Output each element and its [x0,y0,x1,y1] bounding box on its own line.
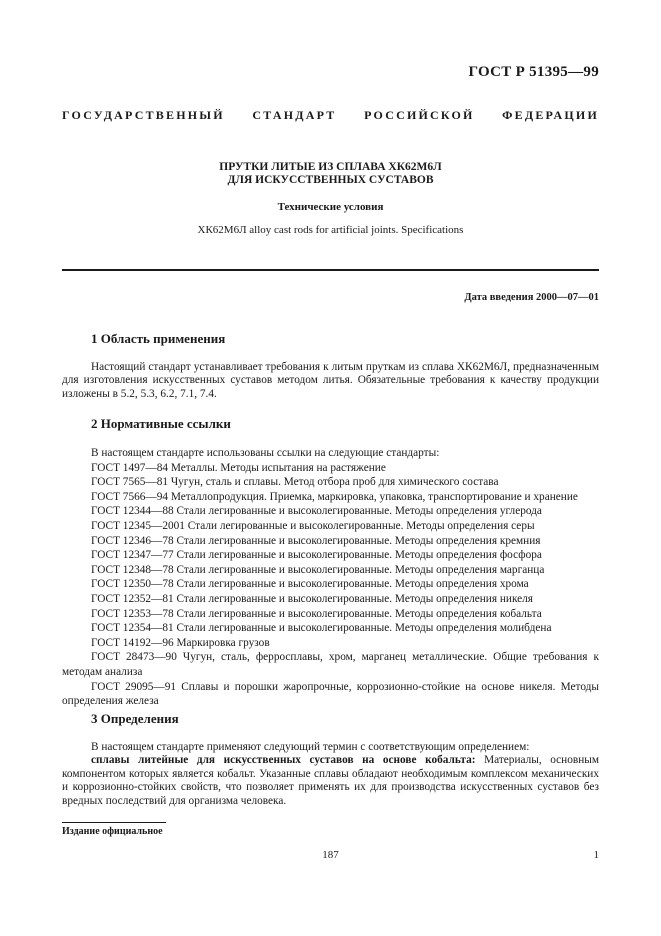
english-title: ХК62М6Л alloy cast rods for artificial joints. Specifications [197,224,464,236]
state-standard-header: ГОСУДАРСТВЕННЫЙ СТАНДАРТ РОССИЙСКОЙ ФЕДЕРАЦИИ [62,108,599,122]
reference-item: ГОСТ 12353—78 Стали легированные и высоколегированные. Методы определения кобальта [91,607,542,620]
introduction-date: Дата введения 2000—07—01 [464,292,599,303]
section-3-heading: 3 Определения [91,711,179,726]
section-1-paragraph: Настоящий стандарт устанавливает требования к литым пруткам из сплава ХК62М6Л, предназначенным для изготовления искусственных суставов методом литья. Обязательные требования к качеству продукции изложены в 5.2, 5.3, 6.2, 7.1, 7.4. [62,361,599,400]
definitions-intro: В настоящем стандарте применяют следующий термин с соответствующим определением: [91,741,530,753]
reference-item: ГОСТ 12348—78 Стали легированные и высоколегированные. Методы определения марганца [91,563,545,576]
reference-item: ГОСТ 7566—94 Металлопродукция. Приемка, маркировка, упаковка, транспортирование и хранение [91,490,578,503]
reference-item: ГОСТ 12354—81 Стали легированные и высоколегированные. Методы определения молибдена [91,622,552,635]
reference-item: ГОСТ 29095—91 Сплавы и порошки жаропрочные, коррозионно-стойкие на основе никеля. Методы определения железа [62,680,599,708]
definition-paragraph [62,754,599,808]
title-line-1: ПРУТКИ ЛИТЫЕ ИЗ СПЛАВА ХК62М6Л [219,161,442,173]
page-number-center: 187 [322,849,339,861]
reference-item: ГОСТ 12346—78 Стали легированные и высоколегированные. Методы определения кремния [91,534,541,547]
reference-item: ГОСТ 12344—88 Стали легированные и высоколегированные. Методы определения углерода [91,505,542,518]
reference-item: ГОСТ 12350—78 Стали легированные и высоколегированные. Методы определения хрома [91,578,529,591]
reference-item: ГОСТ 14192—96 Маркировка грузов [91,636,270,649]
page-number-right: 1 [593,849,599,861]
reference-item: ГОСТ 7565—81 Чугун, сталь и сплавы. Метод отбора проб для химического состава [91,476,499,489]
reference-item: ГОСТ 28473—90 Чугун, сталь, ферросплавы, хром, марганец металлические. Общие требования к методам анализа [62,651,599,678]
document-title [62,161,599,187]
section-1-text [62,361,599,401]
edition-label: Издание официальное [62,826,163,837]
gost-number: ГОСТ Р 51395—99 [468,64,599,80]
reference-item: ГОСТ 12352—81 Стали легированные и высоколегированные. Методы определения никеля [91,592,533,605]
section-3-text [62,741,599,808]
definition-text: Материалы, основным компонентом которых является кобальт. Указанные сплавы обладают необходимым комплексом механических и коррозионно-стойких свойств, что позволяет применять их для производства искусственных суставов без вредных последствий для организма человека. [62,754,599,807]
section-1-heading: 1 Область применения [91,331,226,346]
section-2-heading: 2 Нормативные ссылки [91,416,231,431]
reference-item: ГОСТ 12345—2001 Стали легированные и высоколегированные. Методы определения серы [91,519,535,532]
document-subtitle: Технические условия [277,201,384,213]
title-divider [62,269,599,271]
reference-item: ГОСТ 1497—84 Металлы. Методы испытания на растяжение [91,461,386,474]
reference-item: ГОСТ 12347—77 Стали легированные и высоколегированные. Методы определения фосфора [91,549,542,562]
references-intro: В настоящем стандарте использованы ссылки на следующие стандарты: [91,447,440,459]
defined-term: сплавы литейные для искусственных суставов на основе кобальта: [91,754,476,767]
references-list [62,446,599,709]
edition-divider [62,822,166,823]
title-line-2: ДЛЯ ИСКУССТВЕННЫХ СУСТАВОВ [227,174,434,186]
